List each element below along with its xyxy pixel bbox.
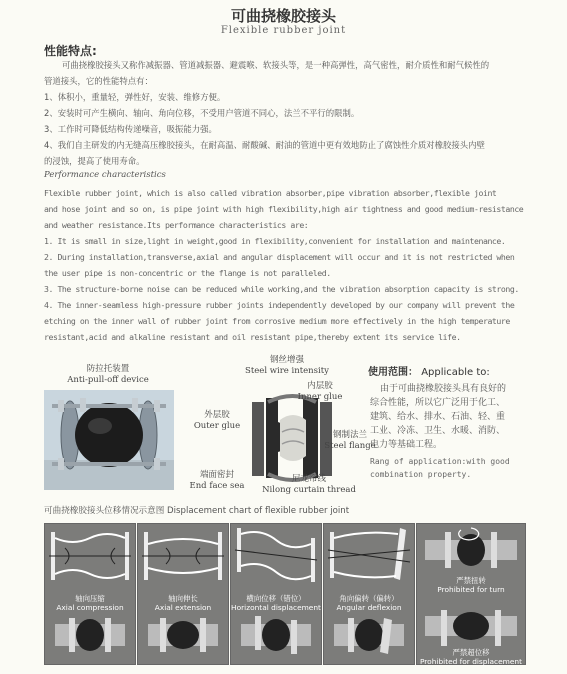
panel-prohibited: [416, 523, 526, 665]
caption-angular-deflexion: [324, 594, 414, 612]
panel-axial-extension: [137, 523, 229, 665]
cn-item: 1、体积小，重量轻，弹性好，安装、维修方便。: [44, 92, 226, 102]
en-line: Flexible rubber joint, which is also called vibration absorber,pipe vibration absorber,flexible joint: [44, 188, 497, 198]
application-line: 综合性能，所以它广泛用于化工、: [370, 398, 506, 408]
caption-en: Axial compression: [56, 603, 124, 612]
displacement-title: 可曲挠橡胶接头位移情况示意图 Displacement chart of flexible rubber joint: [44, 506, 350, 516]
cn-intro-line: 可曲挠橡胶接头又称作减振器、管道减振器、避震喉、软接头等，是一种高弹性，高气密性，耐介质性和耐气候性的: [62, 60, 490, 70]
steel-flange-cn: 钢制法兰: [332, 430, 367, 440]
application-heading-cn: 使用范围：: [368, 367, 418, 378]
caption-cn: 轴向压缩: [75, 594, 105, 603]
en-line: resistant,acid and alkaline resistant and oil resistant pipe,thereby extent its service life.: [44, 332, 461, 342]
panel-angular-deflexion: [323, 523, 415, 665]
application-line-en: Rang of application:with good: [370, 457, 510, 466]
application-line: 电力等基础工程。: [370, 440, 443, 450]
caption-en: Angular deflexion: [336, 603, 402, 612]
caption-en: Horizontal displacement: [231, 603, 321, 612]
outer-glue-cn: 外层胶: [204, 410, 230, 420]
anti-pull-label: [58, 364, 158, 386]
panel-horizontal-displacement: [230, 523, 322, 665]
inner-glue-label: [280, 381, 360, 403]
cn-item: 4、我们自主研发的内无缝高压橡胶接头，在耐高温、耐酸碱、耐油的管道中更有效地防止了腐蚀性介质对橡胶接头内壁: [44, 140, 485, 150]
end-face-label: [184, 470, 250, 492]
outer-glue-en: Outer glue: [193, 421, 241, 431]
application-text: [370, 382, 540, 481]
en-line: etching on the inner wall of rubber joint from corrosive medium more effectively in the high temperature: [44, 316, 510, 326]
caption-cn: 严禁超位移: [452, 648, 490, 657]
inner-glue-en: Inner glue: [297, 392, 343, 402]
caption-horizontal-displacement: [231, 594, 321, 612]
caption-axial-extension: [138, 594, 228, 612]
steel-flange-en: Steel flange: [324, 441, 376, 451]
end-face-cn: 端面密封: [199, 470, 234, 480]
outer-glue-label: [188, 410, 246, 432]
inner-glue-cn: 内层胶: [307, 381, 333, 391]
performance-text-cn: [44, 57, 534, 169]
en-line: 3. The structure-borne noise can be reduced while working,and the vibration absorption capacity is strong.: [44, 284, 519, 294]
caption-en: Axial extension: [154, 603, 212, 612]
en-line: the user pipe is non-concentric or the flange is not paralleled.: [44, 268, 331, 278]
anti-pull-label-en: Anti-pull-off device: [67, 375, 149, 385]
cn-item: 的浸蚀，提高了使用寿命。: [44, 156, 145, 166]
caption-cn: 严禁扭转: [456, 576, 486, 585]
cn-intro-line: 管道接头，它的性能特点有：: [44, 76, 153, 86]
caption-axial-compression: [45, 594, 135, 612]
caption-cn: 轴向伸长: [168, 594, 198, 603]
panel-axial-compression: [44, 523, 136, 665]
en-line: and hose joint and so on, is pipe joint with high flexibility,high air tightness and good medium-resistance: [44, 204, 524, 214]
en-line: 4. The inner-seamless high-pressure rubber joints independently developed by our company will prevent the: [44, 300, 515, 310]
caption-cn: 角向偏转（偏转）: [339, 594, 399, 603]
caption-cn: 横向位移（错位）: [246, 594, 306, 603]
caption-prohibited-turn: [417, 576, 525, 594]
en-line: 2. During installation,transverse,axial and angular displacement will occur and it is not restricted when: [44, 252, 515, 262]
anti-pull-label-cn: 防拉托装置: [86, 364, 130, 374]
cn-item: 3、工作时可降低结构传递噪音，吸振能力强。: [44, 124, 217, 134]
en-line: 1. It is small in size,light in weight,good in flexibility,convenient for installation and maintenance.: [44, 236, 506, 246]
steel-wire-label: [232, 355, 342, 377]
nylon-cn: 尼龙帘线: [291, 474, 326, 484]
en-line: and weather resistance.Its performance characteristics are:: [44, 220, 309, 230]
application-heading-en: Applicable to:: [421, 367, 490, 378]
application-line-en: combination property.: [370, 470, 472, 479]
application-line: 建筑、给水、排水、石油、轻、重: [370, 412, 506, 422]
caption-en: Prohibited for turn: [437, 585, 505, 594]
steel-wire-en: Steel wire intensity: [245, 366, 329, 376]
end-face-en: End face sea: [189, 481, 245, 491]
caption-prohibited-displacement: [417, 648, 525, 666]
application-line: 由于可曲挠橡胶接头具有良好的: [380, 384, 507, 394]
product-photo: [44, 390, 174, 490]
performance-heading-cn: 性能特点:: [44, 44, 97, 58]
performance-text-en: [44, 185, 544, 345]
performance-heading-en: Performance characteristics: [44, 170, 166, 180]
nylon-en: Nilong curtain thread: [262, 485, 356, 495]
nylon-label: [252, 474, 366, 496]
caption-en: Prohibited for displacement: [419, 657, 522, 666]
page-title: 可曲挠橡胶接头: [230, 7, 336, 25]
steel-wire-cn: 钢丝增强: [269, 355, 304, 365]
cn-item: 2、安装时可产生横向、轴向、角向位移，不受用户管道不同心，法兰不平行的限制。: [44, 108, 360, 118]
application-heading: [368, 363, 490, 378]
page-subtitle: Flexible rubber joint: [220, 25, 347, 36]
application-line: 工业、冷冻、卫生、水暖、消防、: [370, 426, 506, 436]
